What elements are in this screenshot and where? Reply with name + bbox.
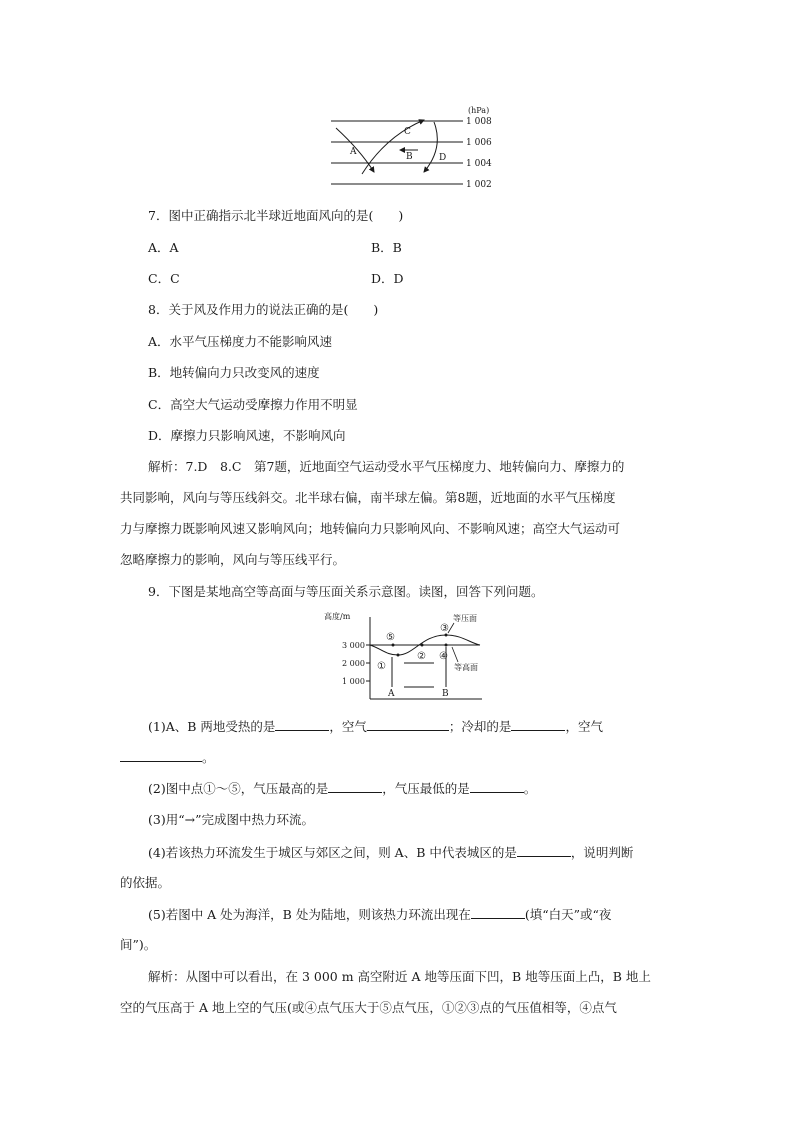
sub2-text: 。 [523,781,537,796]
sub-question-5-cont: 间”)。 [120,937,157,952]
sub2-text: ，气压最低的是 [382,781,470,796]
sub-question-2 [148,780,536,797]
q8-option-d: D．摩擦力只影响风速，不影响风向 [148,428,346,443]
wind-arrow-d [424,122,437,172]
wind-arrow-c [362,120,424,174]
point-label-1: ① [377,661,386,672]
answer-blank[interactable] [367,718,449,731]
point-label-3: ③ [440,623,449,634]
sub5-text: (填“白天”或“夜 [524,907,612,922]
sub1-text: ；冷却的是 [448,719,512,734]
q7-stem: 7．图中正确指示北半球近地面风向的是( ) [148,208,404,223]
analysis-line: 空的气压高于 A 地上空的气压(或④点气压大于⑤点气压，①②③点的气压值相等，④点气 [120,1000,617,1015]
isobaric-surface-figure [322,607,484,703]
point-marker [397,654,400,657]
q7-option-d: D．D [371,271,404,286]
q8-stem: 8．关于风及作用力的说法正确的是( ) [148,302,379,317]
sub1-text: ，空气 [329,719,367,734]
point-marker [421,644,424,647]
sub1-text: (1)A、B 两地受热的是 [148,719,276,734]
isobar-label: 1 004 [466,159,492,169]
isobar-label: 1 008 [466,117,492,127]
answer-blank[interactable] [328,780,382,793]
answer-blank[interactable] [470,780,524,793]
isoheight-surface-label: 等高面 [454,663,478,672]
q8-option-c: C．高空大气运动受摩擦力作用不明显 [148,397,358,412]
q7-option-a: A．A [148,240,179,255]
sub-question-5 [148,906,611,923]
q7-option-b: B．B [371,240,402,255]
q9-stem: 9．下图是某地高空等高面与等压面关系示意图。读图，回答下列问题。 [148,584,544,599]
isobar-label: 1 002 [466,180,492,190]
sub-question-1-cont [120,749,215,766]
answer-blank[interactable] [517,844,571,857]
analysis-line: 力与摩擦力既影响风速又影响风向；地转偏向力只影响风向、不影响风速；高空大气运动可 [120,521,621,536]
arrow-label-c: C [404,127,411,137]
q7-option-c: C．C [148,271,180,286]
arrow-label-b: B [406,152,413,162]
answer-blank[interactable] [471,906,525,919]
q8-option-b: B．地转偏向力只改变风的速度 [148,365,320,380]
label-pointer [452,647,458,662]
answer-blank[interactable] [120,749,202,762]
answer-blank[interactable] [511,718,565,731]
ground-label-b: B [442,689,449,699]
sub1-text: ，空气 [565,719,603,734]
sub-question-1 [148,718,603,735]
sub1-text: 。 [202,750,215,765]
analysis-line: 解析：7.D 8.C 第7题，近地面空气运动受水平气压梯度力、地转偏向力、摩擦力的 [148,459,625,474]
y-axis-label: 高度/m [324,612,351,621]
analysis-line: 共同影响，风向与等压线斜交。北半球右偏，南半球左偏。第8题，近地面的水平气压梯度 [120,490,616,505]
point-label-5: ⑤ [386,632,395,643]
y-tick-label: 3 000 [342,641,365,650]
sub4-text: ，说明判断 [570,845,634,860]
analysis-line: 忽略摩擦力的影响，风向与等压线平行。 [120,552,346,567]
sub-question-3: (3)用“→”完成图中热力环流。 [148,812,314,827]
arrow-label-a: A [350,147,357,157]
point-marker [445,644,448,647]
sub-question-4 [148,844,633,861]
point-label-4: ④ [439,651,448,662]
answer-blank[interactable] [275,718,329,731]
analysis-line: 解析：从图中可以看出，在 3 000 m 高空附近 A 地等压面下凹，B 地等压面上凸，B 地上 [148,969,651,984]
sub2-text: (2)图中点①～⑤，气压最高的是 [148,781,329,796]
sub5-text: (5)若图中 A 处为海洋，B 处为陆地，则该热力环流出现在 [148,907,471,922]
isobaric-surface-label: 等压面 [453,614,477,623]
pressure-unit-label: (hPa) [468,106,490,115]
q8-option-a: A．水平气压梯度力不能影响风速 [148,334,333,349]
sub-question-4-cont: 的依据。 [120,875,171,890]
arrow-label-d: D [439,153,447,163]
isobar-wind-figure [326,102,496,194]
point-label-2: ② [417,651,426,662]
y-tick-label: 1 000 [342,677,365,686]
isobar-label: 1 006 [466,138,492,148]
sub4-text: (4)若该热力环流发生于城区与郊区之间，则 A、B 中代表城区的是 [148,845,517,860]
ground-label-a: A [388,689,395,699]
point-marker [392,644,395,647]
y-tick-label: 2 000 [342,659,365,668]
